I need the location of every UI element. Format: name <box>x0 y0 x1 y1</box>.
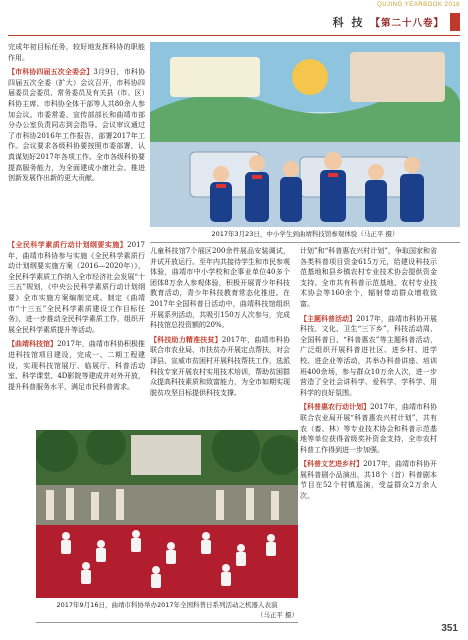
section-heading: 【曲靖科技馆】 <box>8 340 58 349</box>
section-heading: 【主题科普活动】 <box>300 314 357 323</box>
page-number: 351 <box>441 623 458 634</box>
paragraph-text: 2017年，曲靖市科协开展科普剧小品演出，共18个（首）科普剧本节目在52个村镇巡演，受益群众2万余人次。 <box>300 460 437 501</box>
yearbook-logo: QUJING YEARBOOK 2018 <box>377 2 460 8</box>
column-1-middle <box>8 240 145 428</box>
paragraph <box>150 335 290 399</box>
photo-caption: 2017年9月16日，曲靖市科协举办2017年全国科普日系列活动之机器人表演 <box>56 601 278 609</box>
paragraph-text: 2017年，曲靖市科协开展科技、文化、卫生“三下乡”，科技活动周、全国科普日、“科普惠农”等主题科普活动，广泛组织开展科普进社区、进乡村、进学校、进企业等活动，共举办科普讲座、培训班400余场，参与群众10万余人次，进一步营造了全社会讲科学、爱科学、学科学、用科学的良好氛围。 <box>300 314 437 397</box>
column-2 <box>150 246 290 428</box>
paragraph: 儿童科技馆7个展区200余件展品安装调试，并试开放运行。至年内共接待学生和市民参观体验，曲靖市中小学校和企事业单位40多个团体8万余人参观体验，积极开展青少年科技教育活动，青少年科技教育常态化推进。在2017年全国科普日活动中，曲靖科技馆组织开展系列活动，共吸引150万人次参与，完成科技馆总投资额的20%。 <box>150 247 290 330</box>
photo-caption-credit: （马正平 摄） <box>256 611 298 619</box>
paragraph <box>300 314 437 399</box>
column-3 <box>300 246 437 626</box>
paragraph-text: 2017年，曲靖市科协联合市农业局、市扶贫办开展定点帮扶，对会泽县、宣威市贫困村开展科技帮扶工作，选派科技专家开展农村实用技术培训，帮助贫困群众提高科技素质和致富能力，为全市如期实现脱贫攻坚目标提供科技支撑。 <box>150 335 290 397</box>
page-header <box>333 12 460 32</box>
header-tab-marker <box>450 13 460 31</box>
paragraph <box>8 339 145 392</box>
science-museum-image <box>150 42 460 227</box>
paragraph-text: 2017年，曲靖市科协参与实施《全民科学素质行动计划纲要实施方案（2016—2020年）》，全民科学素质工作纳入全市经济社会发展“十三五”规划，《中央公民科学素质行动计划纲要》全市实施方案编制完成。制定《曲靖市“十三五”全民科学素质建设工作目标任务》，进一步推动全民科学素质工作，组织开展全民科学素质提升等活动。 <box>8 241 145 334</box>
section-title: 科 技 <box>332 16 365 29</box>
paragraph-text: 2017年，曲靖市科协积极推进科技馆项目建设，完成一、二期工程建设，实现科技馆展厅、临展厅、科普活动室、科学课堂、4D影院等建成并对外开放，提升科普服务水平，满足市民科普需求。 <box>8 340 145 391</box>
section-heading: 【科普文艺进乡村】 <box>300 460 364 469</box>
volume-label: 【第二十八卷】 <box>370 18 444 29</box>
section-heading: 【全民科学素质行动计划纲要实施】 <box>8 241 128 249</box>
paragraph: 计划”和“科普惠农兴村计划”，争取国家和省各类科普项目资金615万元，给建设科技示范基地和县乡镇农村专业技术协会提供资金支持。全市共有科普示范基地、农村专业技术协会等160余个，辐射带动群众增收致富。 <box>300 247 437 308</box>
paragraph <box>300 402 437 455</box>
photo-science-museum <box>150 42 460 227</box>
section-heading: 【科普惠农行动计划】 <box>300 403 371 412</box>
caption-rule <box>36 622 298 623</box>
paragraph <box>300 459 437 501</box>
paragraph: 完成年初目标任务，较好地发挥科协的职能作用。 <box>8 43 145 62</box>
paragraph <box>8 67 145 184</box>
column-1-top <box>8 42 145 234</box>
header-rule <box>8 35 460 36</box>
paragraph <box>8 240 145 335</box>
photo-robot-show <box>36 430 298 598</box>
paragraph-text: 2017年，曲靖市科协联合农业局开展“科普惠农兴村计划”，共有农（畜、林）等专业技术协会和科普示范基地等单位获得省级奖补资金支持，全市农村科普工作得到进一步加强。 <box>300 403 437 454</box>
photo-caption: 2017年3月23日，中小学生到曲靖科技馆参观体验（马正平 摄） <box>211 230 399 238</box>
section-heading: 【市科协四届五次全委会】 <box>8 68 94 77</box>
caption-rule <box>150 242 460 243</box>
paragraph-text: 3月9日，市科协四届五次全委（扩大）会议召开，市科协四届委员会委员、常务委员及有关县（市、区）科协主席、市科协全体干部等人共80余人参加会议。市委常委、宣传部部长和曲靖市部分办公室负责同志到会指导。会议审议通过了市科协2016年工作报告，部署2017年工作。会议要求各级科协要按照市委部署，认真谋划好2017年各项工作。全市各级科协要提高服务能力，为全面建成小康社会、推进创新发展作出新的更大贡献。 <box>8 68 145 183</box>
section-heading: 【科技助力精准扶贫】 <box>150 335 222 344</box>
robot-show-image <box>36 430 298 598</box>
